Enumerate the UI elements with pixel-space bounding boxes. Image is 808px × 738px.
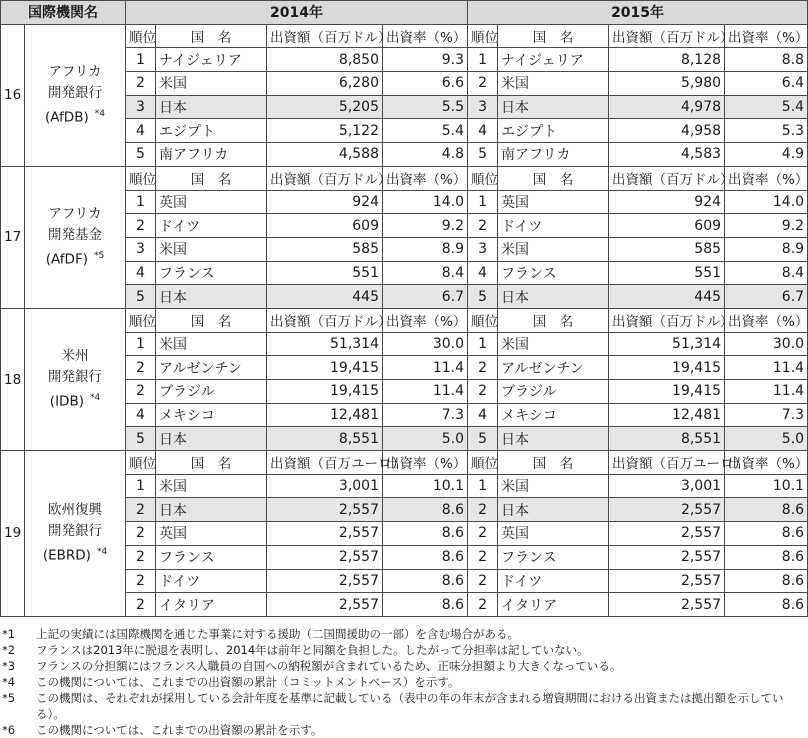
- share-cell: 8.9: [383, 237, 468, 261]
- amount-cell: 2,557: [267, 545, 383, 569]
- share-cell: 5.4: [725, 95, 808, 119]
- rank-cell: 1: [126, 474, 156, 498]
- share-cell: 11.4: [383, 356, 468, 380]
- rank-cell: 4: [468, 119, 498, 143]
- footnote: [0, 658, 807, 674]
- share-cell: 8.6: [725, 569, 808, 593]
- amount-cell: 12,481: [609, 403, 725, 427]
- amount-cell: 551: [609, 261, 725, 285]
- rank-cell: 4: [468, 261, 498, 285]
- share-cell: 8.8: [725, 48, 808, 72]
- amount-cell: 19,415: [267, 380, 383, 404]
- country-cell: 米国: [498, 474, 609, 498]
- rank-cell: 3: [126, 95, 156, 119]
- country-cell: 日本: [156, 498, 267, 522]
- share-cell: 8.6: [725, 498, 808, 522]
- share-cell: 7.3: [383, 403, 468, 427]
- org-number: 19: [1, 451, 25, 617]
- rank-cell: 2: [468, 356, 498, 380]
- column-subheader: 出資額（百万ドル）: [609, 24, 725, 48]
- footnote-text: この機関は、それぞれが採用している会計年度を基準に記載している（表中の年の年末が含まれる増資期間における出資または拠出額を示している）。: [36, 691, 784, 721]
- share-cell: 8.6: [725, 545, 808, 569]
- column-subheader: 出資率（%）: [383, 308, 468, 332]
- share-cell: 5.0: [725, 427, 808, 451]
- rank-cell: 2: [126, 380, 156, 404]
- share-cell: 8.6: [383, 545, 468, 569]
- country-cell: フランス: [498, 261, 609, 285]
- amount-cell: 4,588: [267, 143, 383, 167]
- footnote: [0, 674, 807, 690]
- rank-cell: 1: [468, 474, 498, 498]
- column-subheader: 出資額（百万ドル）: [267, 166, 383, 190]
- country-cell: 南アフリカ: [156, 143, 267, 167]
- footnote-text: この機関については、これまでの出資額の累計を示す。: [36, 723, 323, 737]
- share-cell: 6.7: [383, 285, 468, 309]
- amount-cell: 551: [267, 261, 383, 285]
- column-subheader: 順位: [468, 166, 498, 190]
- org-name-line: 欧州復興: [48, 502, 102, 519]
- org-name: [25, 451, 126, 617]
- amount-cell: 51,314: [267, 332, 383, 356]
- share-cell: 11.4: [383, 380, 468, 404]
- rank-cell: 2: [468, 380, 498, 404]
- amount-cell: 12,481: [267, 403, 383, 427]
- column-subheader: 国 名: [498, 24, 609, 48]
- share-cell: 14.0: [725, 190, 808, 214]
- share-cell: 30.0: [383, 332, 468, 356]
- rank-cell: 5: [468, 285, 498, 309]
- rank-cell: 2: [468, 593, 498, 617]
- country-cell: 日本: [498, 95, 609, 119]
- table-body: [1, 24, 808, 616]
- country-cell: 米国: [156, 474, 267, 498]
- footnotes: [0, 626, 807, 738]
- share-cell: 8.4: [383, 261, 468, 285]
- org-note-mark: *5: [93, 251, 105, 262]
- org-name-line: (AfDB): [45, 109, 89, 126]
- org-name-line: 開発銀行: [48, 369, 102, 386]
- amount-cell: 4,958: [609, 119, 725, 143]
- rank-cell: 2: [126, 522, 156, 546]
- column-subheader: 出資額（百万ドル）: [267, 308, 383, 332]
- country-cell: 米国: [498, 332, 609, 356]
- share-cell: 11.4: [725, 380, 808, 404]
- share-cell: 6.7: [725, 285, 808, 309]
- column-subheader: 順位: [468, 308, 498, 332]
- share-cell: 10.1: [725, 474, 808, 498]
- share-cell: 9.2: [383, 214, 468, 238]
- footnote: [0, 690, 807, 722]
- share-cell: 8.6: [383, 498, 468, 522]
- rank-cell: 5: [126, 285, 156, 309]
- amount-cell: 19,415: [609, 380, 725, 404]
- country-cell: 英国: [498, 522, 609, 546]
- org-name-line: (IDB): [49, 393, 84, 410]
- rank-cell: 3: [126, 237, 156, 261]
- rank-cell: 4: [468, 403, 498, 427]
- country-cell: 日本: [156, 285, 267, 309]
- amount-cell: 924: [609, 190, 725, 214]
- country-cell: 英国: [156, 522, 267, 546]
- amount-cell: 8,128: [609, 48, 725, 72]
- rank-cell: 2: [468, 214, 498, 238]
- amount-cell: 19,415: [267, 356, 383, 380]
- column-subheader: 順位: [126, 166, 156, 190]
- footnote-text: フランスの分担額にはフランス人職員の自国への納税額が含まれているため、正味分担額より大きくなっている。: [36, 659, 622, 673]
- column-subheader: 順位: [126, 451, 156, 475]
- country-cell: フランス: [156, 545, 267, 569]
- column-subheader: 国 名: [156, 451, 267, 475]
- share-cell: 8.6: [383, 522, 468, 546]
- share-cell: 5.4: [383, 119, 468, 143]
- share-cell: 4.8: [383, 143, 468, 167]
- org-note-mark: *4: [96, 547, 108, 558]
- footnote-mark: *5: [2, 691, 16, 705]
- org-column-header: 国際機関名: [1, 1, 126, 25]
- country-cell: アルゼンチン: [156, 356, 267, 380]
- org-name-line: アフリカ: [48, 206, 102, 223]
- share-cell: 14.0: [383, 190, 468, 214]
- amount-cell: 6,280: [267, 72, 383, 96]
- share-cell: 5.3: [725, 119, 808, 143]
- country-cell: ブラジル: [156, 380, 267, 404]
- column-subheader: 出資率（%）: [725, 308, 808, 332]
- amount-cell: 445: [609, 285, 725, 309]
- org-name-line: 開発銀行: [48, 85, 102, 101]
- column-subheader: 国 名: [498, 166, 609, 190]
- rank-cell: 2: [126, 569, 156, 593]
- org-number: 16: [1, 24, 25, 166]
- org-name-line: (EBRD): [42, 547, 91, 564]
- country-cell: イタリア: [498, 593, 609, 617]
- rank-cell: 5: [126, 427, 156, 451]
- amount-cell: 585: [267, 237, 383, 261]
- share-cell: 6.4: [725, 72, 808, 96]
- rank-cell: 5: [126, 143, 156, 167]
- org-number: 18: [1, 308, 25, 450]
- rank-cell: 2: [126, 214, 156, 238]
- org-name-line: 米州: [61, 348, 89, 365]
- share-cell: 8.9: [725, 237, 808, 261]
- rank-cell: 3: [468, 95, 498, 119]
- country-cell: エジプト: [498, 119, 609, 143]
- org-name: [25, 308, 126, 450]
- country-cell: ドイツ: [498, 214, 609, 238]
- amount-cell: 2,557: [267, 522, 383, 546]
- amount-cell: 8,551: [609, 427, 725, 451]
- country-cell: フランス: [156, 261, 267, 285]
- amount-cell: 2,557: [267, 569, 383, 593]
- country-cell: メキシコ: [498, 403, 609, 427]
- org-subheader-row: [1, 451, 808, 475]
- country-cell: 日本: [498, 285, 609, 309]
- footnote-mark: *4: [2, 675, 16, 689]
- amount-cell: 445: [267, 285, 383, 309]
- amount-cell: 2,557: [609, 569, 725, 593]
- amount-cell: 609: [609, 214, 725, 238]
- country-cell: アルゼンチン: [498, 356, 609, 380]
- org-name: [25, 24, 126, 166]
- column-subheader: 出資額（百万ユーロ）: [609, 451, 725, 475]
- country-cell: イタリア: [156, 593, 267, 617]
- amount-cell: 609: [267, 214, 383, 238]
- footnote-text: フランスは2013年に脱退を表明し、2014年は前年と同額を負担した。したがって分担率は記していない。: [36, 643, 589, 657]
- column-subheader: 出資率（%）: [725, 24, 808, 48]
- amount-cell: 585: [609, 237, 725, 261]
- column-subheader: 順位: [126, 308, 156, 332]
- amount-cell: 2,557: [267, 498, 383, 522]
- footnote: [0, 722, 807, 738]
- column-subheader: 出資率（%）: [725, 451, 808, 475]
- country-cell: ドイツ: [156, 214, 267, 238]
- org-subheader-row: [1, 308, 808, 332]
- country-cell: 米国: [498, 237, 609, 261]
- column-subheader: 出資率（%）: [383, 451, 468, 475]
- org-number: 17: [1, 166, 25, 308]
- column-subheader: 順位: [126, 24, 156, 48]
- amount-cell: 5,122: [267, 119, 383, 143]
- column-subheader: 国 名: [156, 24, 267, 48]
- org-name-line: (AfDF): [45, 251, 88, 268]
- org-subheader-row: [1, 166, 808, 190]
- amount-cell: 8,551: [267, 427, 383, 451]
- column-subheader: 国 名: [498, 308, 609, 332]
- country-cell: 米国: [498, 72, 609, 96]
- country-cell: 米国: [156, 332, 267, 356]
- country-cell: ナイジェリア: [156, 48, 267, 72]
- amount-cell: 924: [267, 190, 383, 214]
- footnote: [0, 642, 807, 658]
- amount-cell: 4,583: [609, 143, 725, 167]
- country-cell: 日本: [498, 498, 609, 522]
- rank-cell: 2: [126, 545, 156, 569]
- org-subheader-row: [1, 24, 808, 48]
- share-cell: 4.9: [725, 143, 808, 167]
- amount-cell: 2,557: [609, 593, 725, 617]
- rank-cell: 5: [468, 143, 498, 167]
- org-name-line: 開発基金: [48, 227, 102, 244]
- rank-cell: 1: [468, 190, 498, 214]
- footnote: [0, 626, 807, 642]
- share-cell: 30.0: [725, 332, 808, 356]
- rank-cell: 2: [468, 569, 498, 593]
- share-cell: 8.6: [383, 593, 468, 617]
- country-cell: メキシコ: [156, 403, 267, 427]
- column-subheader: 出資率（%）: [725, 166, 808, 190]
- country-cell: 米国: [156, 72, 267, 96]
- country-cell: 日本: [156, 95, 267, 119]
- country-cell: ドイツ: [498, 569, 609, 593]
- column-subheader: 出資額（百万ドル）: [609, 308, 725, 332]
- rank-cell: 2: [468, 498, 498, 522]
- rank-cell: 2: [126, 498, 156, 522]
- country-cell: 英国: [498, 190, 609, 214]
- rank-cell: 3: [468, 237, 498, 261]
- rank-cell: 2: [468, 545, 498, 569]
- share-cell: 11.4: [725, 356, 808, 380]
- country-cell: ドイツ: [156, 569, 267, 593]
- org-note-mark: *4: [94, 109, 105, 119]
- share-cell: 8.4: [725, 261, 808, 285]
- rank-cell: 1: [468, 332, 498, 356]
- rank-cell: 2: [126, 593, 156, 617]
- share-cell: 6.6: [383, 72, 468, 96]
- rank-cell: 5: [468, 427, 498, 451]
- country-cell: エジプト: [156, 119, 267, 143]
- rank-cell: 1: [126, 190, 156, 214]
- country-cell: ナイジェリア: [498, 48, 609, 72]
- share-cell: 8.6: [383, 569, 468, 593]
- column-subheader: 順位: [468, 451, 498, 475]
- column-subheader: 出資額（百万ドル）: [267, 24, 383, 48]
- amount-cell: 2,557: [609, 522, 725, 546]
- column-subheader: 国 名: [156, 166, 267, 190]
- amount-cell: 8,850: [267, 48, 383, 72]
- country-cell: フランス: [498, 545, 609, 569]
- country-cell: 日本: [156, 427, 267, 451]
- year-2014-header: 2014年: [126, 1, 468, 25]
- country-cell: 米国: [156, 237, 267, 261]
- share-cell: 7.3: [725, 403, 808, 427]
- column-subheader: 出資額（百万ユーロ）: [267, 451, 383, 475]
- org-note-mark: *4: [89, 393, 101, 404]
- country-cell: 日本: [498, 427, 609, 451]
- org-name-line: アフリカ: [48, 64, 102, 80]
- org-name: [25, 166, 126, 308]
- amount-cell: 2,557: [267, 593, 383, 617]
- share-cell: 5.5: [383, 95, 468, 119]
- rank-cell: 4: [126, 261, 156, 285]
- rank-cell: 4: [126, 403, 156, 427]
- rank-cell: 1: [126, 48, 156, 72]
- table-header-row: [1, 1, 808, 25]
- column-subheader: 順位: [468, 24, 498, 48]
- amount-cell: 2,557: [609, 545, 725, 569]
- amount-cell: 3,001: [609, 474, 725, 498]
- share-cell: 8.6: [725, 522, 808, 546]
- footnote-text: この機関については、これまでの出資額の累計（コミットメントベース）を示す。: [36, 675, 460, 689]
- amount-cell: 19,415: [609, 356, 725, 380]
- column-subheader: 出資額（百万ドル）: [609, 166, 725, 190]
- column-subheader: 出資率（%）: [383, 24, 468, 48]
- amount-cell: 4,978: [609, 95, 725, 119]
- rank-cell: 2: [468, 522, 498, 546]
- amount-cell: 2,557: [609, 498, 725, 522]
- rank-cell: 2: [468, 72, 498, 96]
- country-cell: 南アフリカ: [498, 143, 609, 167]
- column-subheader: 国 名: [156, 308, 267, 332]
- column-subheader: 国 名: [498, 451, 609, 475]
- share-cell: 9.2: [725, 214, 808, 238]
- amount-cell: 51,314: [609, 332, 725, 356]
- share-cell: 9.3: [383, 48, 468, 72]
- rank-cell: 1: [468, 48, 498, 72]
- year-2015-header: 2015年: [468, 1, 808, 25]
- share-cell: 10.1: [383, 474, 468, 498]
- rank-cell: 4: [126, 119, 156, 143]
- amount-cell: 3,001: [267, 474, 383, 498]
- footnote-mark: *1: [2, 627, 16, 641]
- footnote-mark: *2: [2, 643, 16, 657]
- country-cell: 英国: [156, 190, 267, 214]
- column-subheader: 出資率（%）: [383, 166, 468, 190]
- share-cell: 5.0: [383, 427, 468, 451]
- footnote-mark: *6: [2, 723, 16, 737]
- rank-cell: 2: [126, 356, 156, 380]
- rank-cell: 1: [126, 332, 156, 356]
- amount-cell: 5,980: [609, 72, 725, 96]
- footnote-text: 上記の実績には国際機関を通じた事業に対する援助（二国間援助の一部）を含む場合がある。: [36, 627, 519, 641]
- rank-cell: 2: [126, 72, 156, 96]
- country-cell: ブラジル: [498, 380, 609, 404]
- footnote-mark: *3: [2, 659, 16, 673]
- org-name-line: 開発銀行: [48, 523, 102, 540]
- amount-cell: 5,205: [267, 95, 383, 119]
- share-cell: 8.6: [725, 593, 808, 617]
